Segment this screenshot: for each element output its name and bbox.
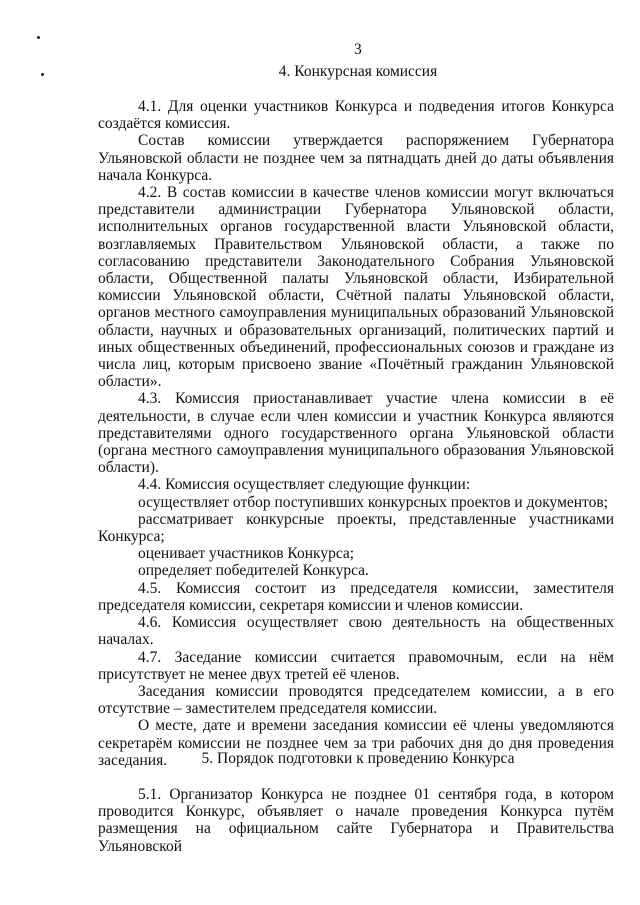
function-item-review: рассматривает конкурсные проекты, представленные участниками Конкурса; — [98, 510, 614, 546]
section-5-heading: 5. Порядок подготовки к проведению Конкурса — [201, 750, 515, 767]
section-5-body — [98, 786, 614, 855]
paragraph-5-1: 5.1. Организатор Конкурса не позднее 01 сентября года, в котором проводится Конкурс, объявляет о начале проведения Конкурса путём размещения на официальном сайте Губернатора и Правительства Ульяновской — [98, 786, 614, 855]
section-4-body — [98, 98, 614, 769]
paragraph-commission-composition: Состав комиссии утверждается распоряжением Губернатора Ульяновской области не позднее чем за пятнадцать дней до даты объявления начала Конкурса. — [98, 132, 614, 184]
page-number: 3 — [354, 41, 362, 58]
paragraph-4-2: 4.2. В состав комиссии в качестве членов комиссии могут включаться представители администрации Губернатора Ульяновской области, исполнительных органов государственной власти Ульяновской области, возглавляемых Правительством Ульяновской области, а также по согласованию представители Законодательного Собрания Ульяновской области, Общественной палаты Ульяновской области, Избирательной комиссии Ульяновской области, Счётной палаты Ульяновской области, органов местного самоуправления муниципальных образований Ульяновской области, научных и образовательных организаций, политических партий и иных общественных объединений, профессиональных союзов и граждане из числа лиц, которым присвоено звание «Почётный гражданин Ульяновской области». — [98, 184, 614, 391]
paragraph-meeting-notice: О месте, дате и времени заседания комиссии её члены уведомляются секретарём комиссии не позднее чем за три рабочих дня до дня проведения заседания. — [98, 717, 614, 769]
section-4-heading: 4. Конкурсная комиссия — [278, 63, 438, 80]
paragraph-4-6: 4.6. Комиссия осуществляет свою деятельность на общественных началах. — [98, 614, 614, 649]
paragraph-4-1: 4.1. Для оценки участников Конкурса и подведения итогов Конкурса создаётся комиссия. — [98, 98, 614, 133]
function-item-evaluation: оценивает участников Конкурса; — [138, 545, 355, 563]
function-item-selection: осуществляет отбор поступивших конкурсных проектов и документов; — [138, 493, 609, 511]
paragraph-4-5: 4.5. Комиссия состоит из председателя комиссии, заместителя председателя комиссии, секретаря комиссии и членов комиссии. — [98, 579, 614, 614]
paragraph-4-7: 4.7. Заседание комиссии считается правомочным, если на нём присутствует не менее двух третей её членов. — [98, 648, 614, 683]
paragraph-meeting-chair: Заседания комиссии проводятся председателем комиссии, а в его отсутствие – заместителем председателя комиссии. — [98, 682, 614, 718]
function-item-winners: определяет победителей Конкурса. — [138, 562, 369, 580]
paragraph-4-3: 4.3. Комиссия приостанавливает участие члена комиссии в её деятельности, в случае если член комиссии и участник Конкурса являются представителями одного государственного органа Ульяновской области (органа местного самоуправления муниципального образования Ульяновской области). — [98, 390, 614, 477]
paragraph-4-4: 4.4. Комиссия осуществляет следующие функции: — [138, 476, 471, 494]
scan-mark-top — [37, 36, 40, 39]
